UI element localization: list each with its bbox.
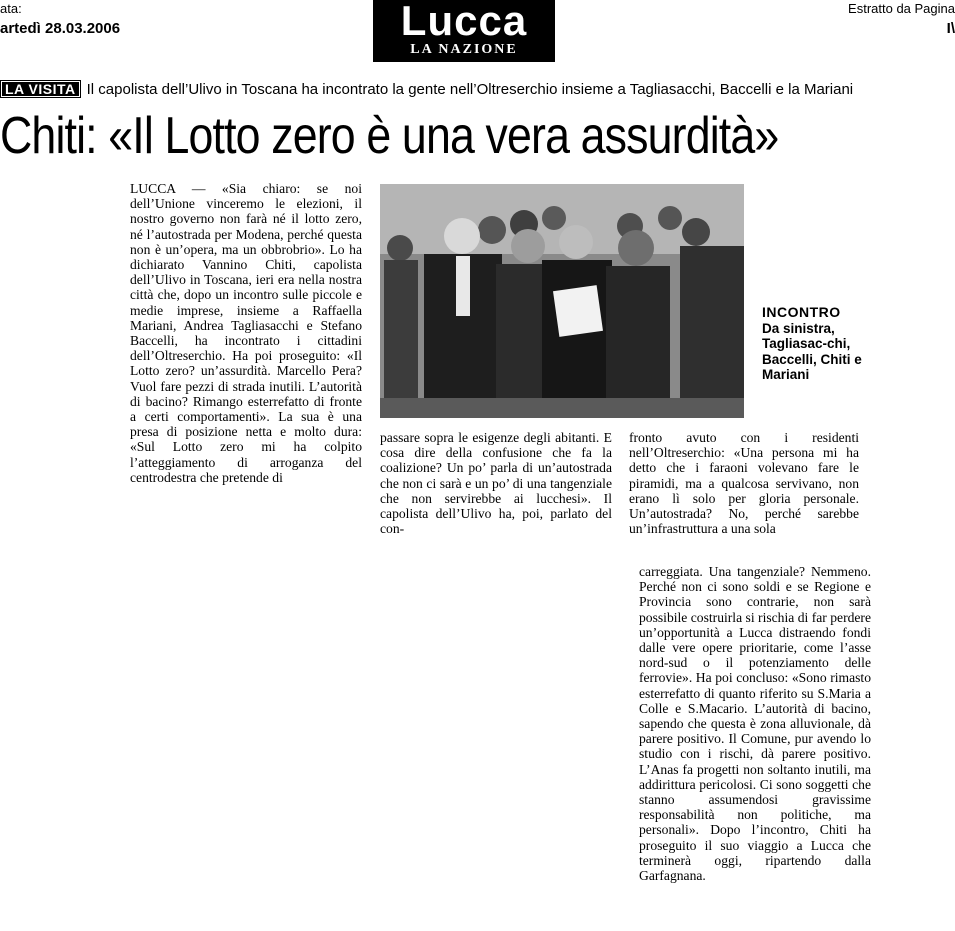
- article-column-2: passare sopra le esigenze degli abitanti. E cosa dire della confusione che fa la coalizione? Un po’ parla di un’autostrada che non ci sarà e un po’ di una tangenziale che non servirebbe ai lucchesi». Il capolista dell’Ulivo ha, poi, parlato del con-: [380, 430, 612, 537]
- kicker-tag: LA VISITA: [0, 80, 81, 98]
- masthead-paper: LA NAZIONE: [410, 42, 518, 57]
- headline: Chiti: «Il Lotto zero è una vera assurdità»: [0, 107, 779, 165]
- header-left: [0, 0, 120, 37]
- photo-caption: [762, 305, 872, 383]
- header-source-label: Estratto da Pagina: [848, 1, 955, 16]
- masthead-city: Lucca: [400, 0, 528, 44]
- header-date-label: ata:: [0, 1, 22, 16]
- kicker-text: Il capolista dell’Ulivo in Toscana ha incontrato la gente nell’Oltreserchio insieme a Tagliasacchi, Baccelli e la Mariani: [86, 81, 854, 98]
- masthead-logo: [373, 0, 555, 62]
- header-page-mark: I\: [946, 20, 955, 37]
- article-column-3: fronto avuto con i residenti nell’Oltreserchio: «Una persona mi ha detto che i faraoni volevano fare le piramidi, ma a qualcosa servivano, non erano lì solo per gloria personale. Un’autostrada? No, perché sarebbe un’infrastruttura a una sola: [629, 430, 859, 537]
- news-photo: [380, 184, 744, 418]
- kicker-row: [0, 80, 955, 99]
- photo-caption-text: Da sinistra, Tagliasac-chi, Baccelli, Chiti e Mariani: [762, 320, 862, 382]
- article-column-1: LUCCA — «Sia chiaro: se noi dell’Unione vinceremo le elezioni, il nostro governo non farà né il lotto zero, né l’autostrada per Modena, perché questa non è un’opera, ma un obbrobrio». Lo ha dichiarato Vannino Chiti, capolista dell’Ulivo in Toscana, ieri era nella nostra città che, dopo un incontro sulle piccole e medie imprese, insieme a Raffaella Mariani, Andrea Tagliasacchi e Stefano Baccelli, ha incontrato i cittadini dell’Oltreserchio. Ha poi proseguito: «Il Lotto zero? un’assurdità. Marcello Pera? Vuol fare pezzi di strada inutili. L’autorità di bacino? Rimango esterrefatto di fronte a certi comportamenti». La sua è una presa di posizione netta e molto dura: «Sul Lotto zero mi ha colpito l’atteggiamento di arroganza del centrodestra che pretende di: [130, 181, 362, 485]
- article-column-4: carreggiata. Una tangenziale? Nemmeno. Perché non ci sono soldi e se Regione e Provincia sono contrarie, non sarà possibile costruirla si rischia di far perdere un’opportunità a Lucca distraendo fondi dalle vere opere prioritarie, come l’asse nord-sud o il potenziamento delle ferrovie». Ha poi concluso: «Sono rimasto esterrefatto di quanto riferito su S.Maria a Colle e S.Macario. L’autorità di bacino, sapendo che questa è zona alluvionale, dà parere positivo. Il Comune, pur avendo lo studio con i rischi, dà parere positivo. L’Anas fa progetti non soltanto inutili, ma addirittura pericolosi. Ci sono soggetti che stanno assumendosi gravissime responsabilità non politiche, ma personali». Dopo l’incontro, Chiti ha proseguito il suo viaggio a Lucca che terminerà oggi, ripartendo dalla Garfagnana.: [639, 564, 871, 884]
- header-right: [848, 0, 955, 37]
- group-photo-image: [380, 184, 744, 418]
- photo-caption-label: INCONTRO: [762, 304, 841, 320]
- header-date: artedì 28.03.2006: [0, 20, 121, 37]
